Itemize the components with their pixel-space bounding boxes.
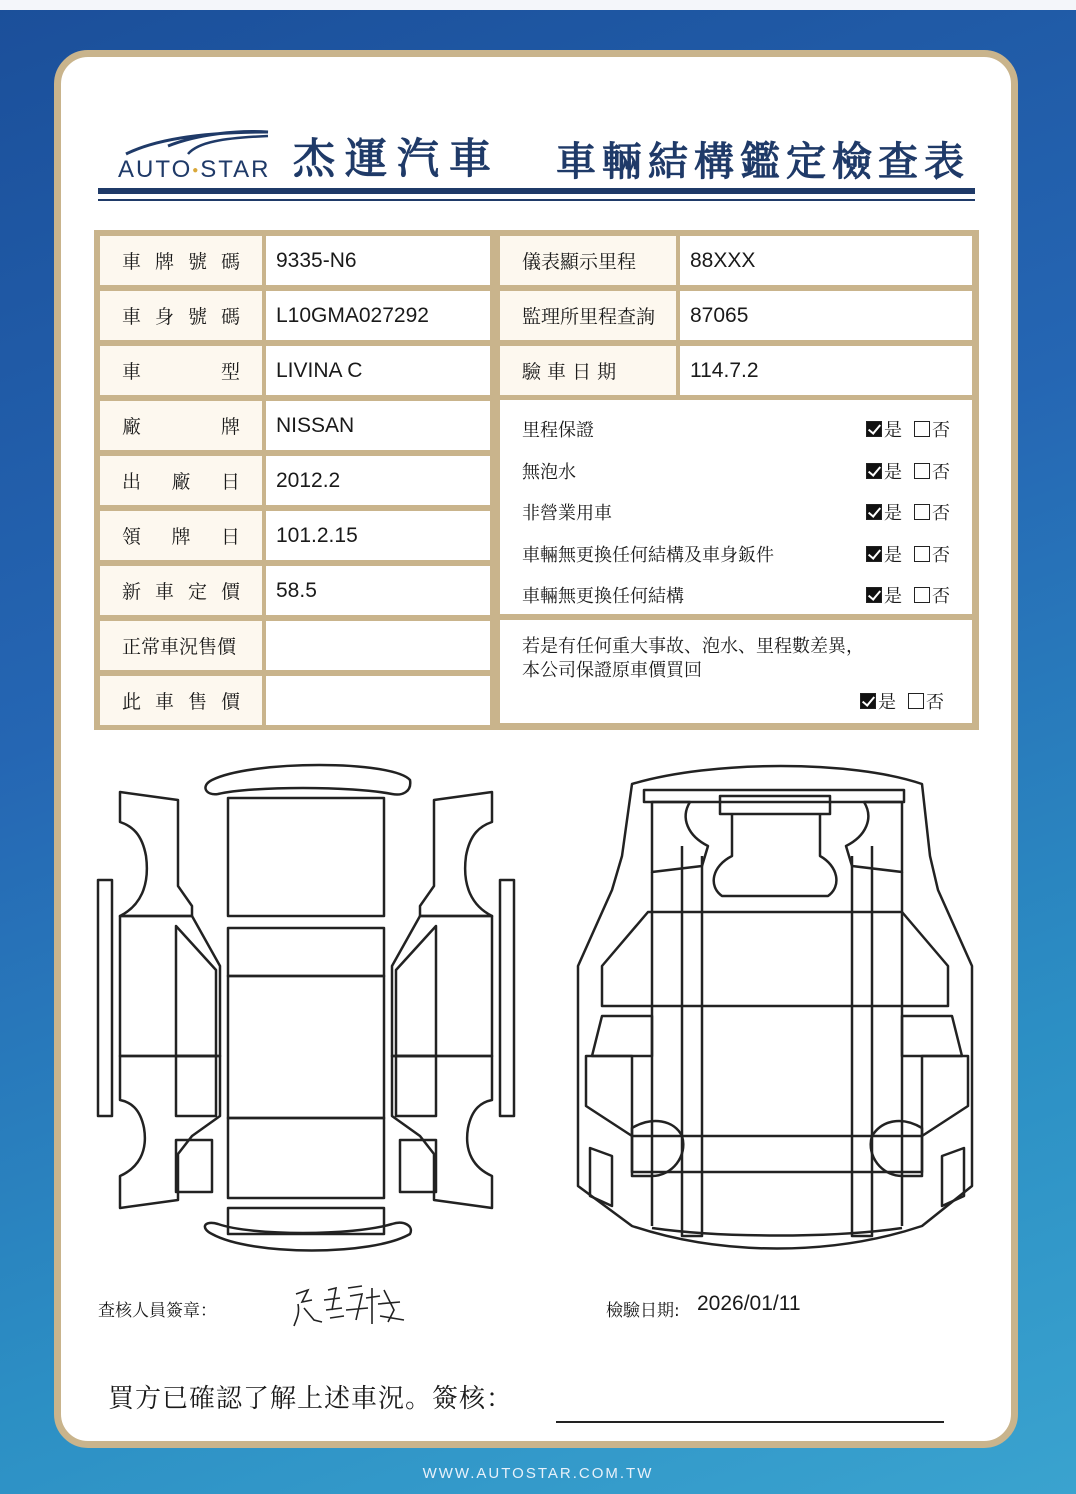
yes-label: 是 <box>884 420 902 441</box>
yes-no-group <box>866 541 950 567</box>
left-label-char: 號 <box>187 251 207 273</box>
guarantee-line-2: 本公司保證原車價買回 <box>522 660 702 681</box>
check-label: 車輛無更換任何結構及車身鈑件 <box>522 544 774 566</box>
right-label-2: 驗 車 日 期 <box>500 346 676 395</box>
check-row <box>522 456 950 486</box>
left-value-6: 58.5 <box>266 566 490 615</box>
left-value-1: L10GMA027292 <box>266 291 490 340</box>
check-label: 車輛無更換任何結構 <box>522 586 684 607</box>
left-label-6 <box>100 566 262 615</box>
left-label-char: 碼 <box>220 306 240 328</box>
left-label-char: 定 <box>187 581 207 603</box>
right-value-0: 88XXX <box>680 236 972 285</box>
left-label-char: 廠 <box>171 471 191 493</box>
right-value-2: 114.7.2 <box>680 346 972 395</box>
left-value-4: 2012.2 <box>266 456 490 505</box>
left-label-char: 日 <box>220 526 240 548</box>
right-value-1: 87065 <box>680 291 972 340</box>
left-label-3 <box>100 401 262 450</box>
no-label: 否 <box>932 420 950 441</box>
left-label-char: 新 <box>122 581 142 603</box>
left-label-char: 日 <box>220 471 240 493</box>
yes-label: 是 <box>884 503 902 524</box>
left-label-text: 正常車況售價 <box>122 636 237 658</box>
no-checkbox[interactable] <box>914 421 930 437</box>
left-label-8 <box>100 676 262 725</box>
left-label-char: 牌 <box>154 251 174 273</box>
inspection-date-value: 2026/01/11 <box>697 1292 801 1315</box>
guarantee-block <box>500 620 972 723</box>
yes-checkbox[interactable] <box>866 463 882 479</box>
left-label-char: 碼 <box>220 251 240 273</box>
left-label-2 <box>100 346 262 395</box>
guarantee-line-1: 若是有任何重大事故、泡水、里程數差異， <box>522 636 864 657</box>
left-value-0: 9335-N6 <box>266 236 490 285</box>
yes-no-group <box>866 458 950 484</box>
left-label-char: 價 <box>220 691 240 713</box>
left-label-5 <box>100 511 262 560</box>
yes-no-group <box>866 416 950 442</box>
inspection-date-label: 檢驗日期: <box>606 1301 680 1321</box>
left-label-char: 領 <box>122 526 142 548</box>
check-label: 無泡水 <box>522 461 576 483</box>
no-label: 否 <box>932 503 950 524</box>
check-label: 非營業用車 <box>522 503 612 524</box>
buyer-confirm-text: 買方已確認了解上述車況。簽核： <box>108 1384 514 1414</box>
vehicle-info-table <box>94 230 979 730</box>
guarantee-no-checkbox[interactable] <box>908 693 924 709</box>
frame-view <box>578 766 972 1249</box>
website-footer[interactable]: WWW.AUTOSTAR.COM.TW <box>422 1465 654 1482</box>
no-checkbox[interactable] <box>914 463 930 479</box>
yes-label: 是 <box>884 461 902 483</box>
yes-checkbox[interactable] <box>866 587 882 603</box>
left-label-char: 號 <box>187 306 207 328</box>
left-label-1 <box>100 291 262 340</box>
top-strip <box>0 0 1076 10</box>
yes-checkbox[interactable] <box>866 504 882 520</box>
left-label-char: 廠 <box>122 416 142 438</box>
check-label: 里程保證 <box>522 420 594 441</box>
header-rule <box>98 188 975 194</box>
right-label-1: 監理所里程查詢 <box>500 291 676 340</box>
left-value-5: 101.2.15 <box>266 511 490 560</box>
check-row <box>522 414 950 444</box>
guarantee-yes-no <box>860 688 944 714</box>
left-label-char: 車 <box>122 306 142 328</box>
check-row <box>522 539 950 569</box>
check-row <box>522 497 950 527</box>
signature-icon <box>288 1280 408 1330</box>
header-rule-thin <box>98 199 975 201</box>
left-label-char: 牌 <box>171 526 191 548</box>
no-label: 否 <box>932 544 950 566</box>
yes-label: 是 <box>878 692 896 713</box>
no-checkbox[interactable] <box>914 587 930 603</box>
left-label-char: 此 <box>122 691 142 713</box>
left-label-char: 車 <box>154 691 174 713</box>
yes-label: 是 <box>884 544 902 566</box>
left-label-7 <box>100 621 262 670</box>
left-value-2: LIVINA C <box>266 346 490 395</box>
car-structure-diagram <box>92 756 992 1271</box>
left-label-4 <box>100 456 262 505</box>
yes-no-group <box>866 499 950 525</box>
check-row <box>522 580 950 610</box>
top-view <box>98 765 514 1251</box>
left-label-0 <box>100 236 262 285</box>
left-label-char: 售 <box>187 691 207 713</box>
logo-text: AUTO●STAR <box>118 156 271 183</box>
left-label-char: 型 <box>220 361 240 383</box>
left-label-char: 車 <box>122 361 142 383</box>
left-label-char: 牌 <box>220 416 240 438</box>
checklist <box>500 400 972 614</box>
left-label-char: 身 <box>154 306 174 328</box>
no-label: 否 <box>932 586 950 607</box>
no-checkbox[interactable] <box>914 546 930 562</box>
yes-no-group <box>866 582 950 608</box>
yes-checkbox[interactable] <box>866 421 882 437</box>
brand-name: 杰運汽車 <box>293 134 502 183</box>
left-label-char: 車 <box>122 251 142 273</box>
no-checkbox[interactable] <box>914 504 930 520</box>
logo-dot: ● <box>192 165 201 177</box>
document-title: 車輛結構鑑定檢查表 <box>556 139 970 185</box>
left-value-7 <box>266 621 490 670</box>
yes-label: 是 <box>884 586 902 607</box>
left-label-char: 出 <box>122 471 142 493</box>
buyer-signature-line[interactable] <box>556 1421 944 1423</box>
left-label-char: 車 <box>154 581 174 603</box>
no-label: 否 <box>926 692 944 713</box>
left-value-3: NISSAN <box>266 401 490 450</box>
right-label-0: 儀表顯示里程 <box>500 236 676 285</box>
inspector-signature-label: 查核人員簽章： <box>98 1301 217 1321</box>
guarantee-yes-checkbox[interactable] <box>860 693 876 709</box>
no-label: 否 <box>932 461 950 483</box>
left-label-char: 價 <box>220 581 240 603</box>
yes-checkbox[interactable] <box>866 546 882 562</box>
left-value-8 <box>266 676 490 725</box>
